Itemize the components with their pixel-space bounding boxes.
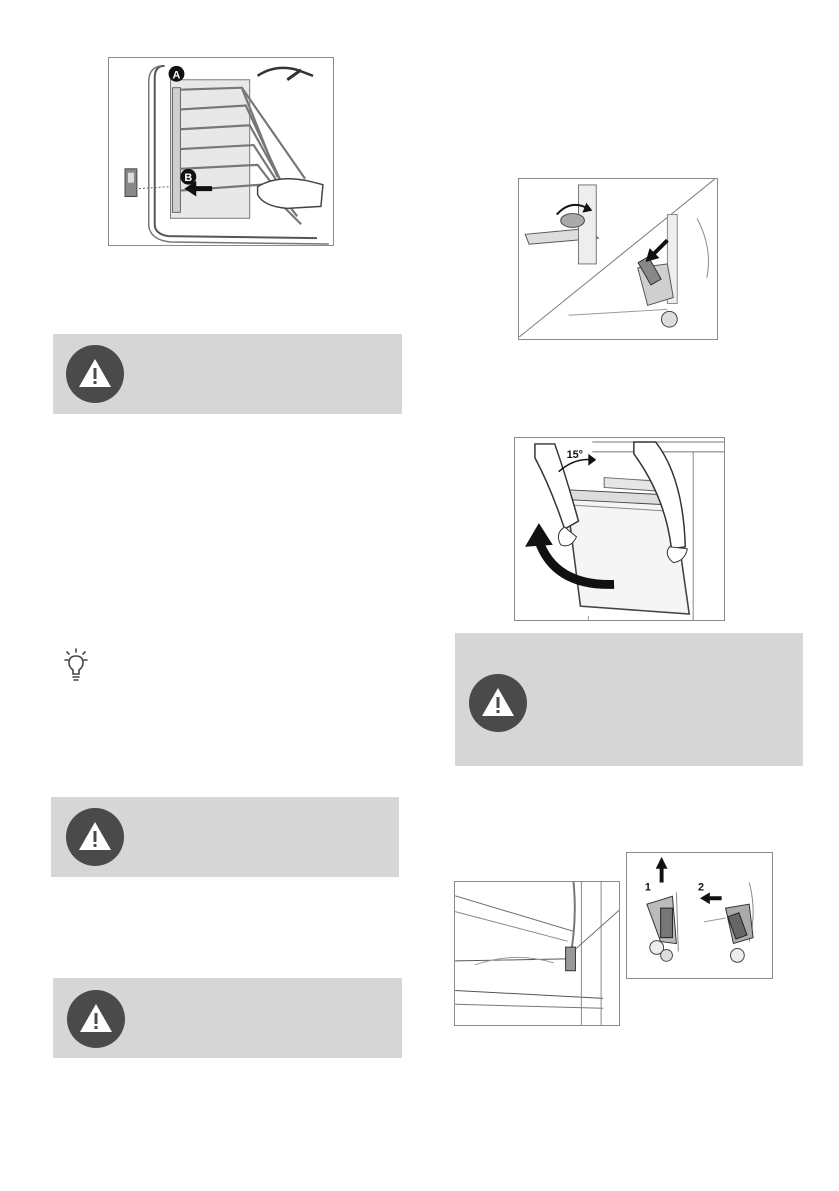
warning-panel-2 bbox=[455, 633, 803, 766]
figure-door-removal bbox=[514, 437, 725, 621]
step1-label: 1 bbox=[644, 881, 651, 894]
warning-panel-4 bbox=[53, 978, 402, 1058]
rack-label-a: A bbox=[172, 69, 181, 82]
hinge-lever-illustration bbox=[519, 179, 717, 339]
hinge-clip-illustration bbox=[455, 882, 619, 1025]
door-removal-illustration bbox=[515, 438, 724, 620]
warning-triangle-icon bbox=[469, 674, 527, 732]
warning-triangle-icon bbox=[66, 808, 124, 866]
warning-triangle-icon bbox=[66, 345, 124, 403]
figure-hinge-lever bbox=[518, 178, 718, 340]
figure-rack-removal bbox=[108, 57, 334, 246]
rack-removal-illustration bbox=[109, 58, 333, 245]
rack-label-b: B bbox=[184, 172, 193, 185]
figure-hinge-clip bbox=[454, 881, 620, 1026]
angle-label: 15° bbox=[566, 448, 584, 461]
figure-hinge-clip-detail bbox=[626, 852, 773, 979]
step2-label: 2 bbox=[698, 881, 705, 894]
warning-triangle-icon bbox=[67, 990, 125, 1048]
warning-panel-1 bbox=[53, 334, 402, 414]
hinge-clip-detail-illustration bbox=[627, 853, 772, 978]
warning-panel-3 bbox=[51, 797, 399, 877]
lightbulb-icon bbox=[62, 648, 90, 682]
